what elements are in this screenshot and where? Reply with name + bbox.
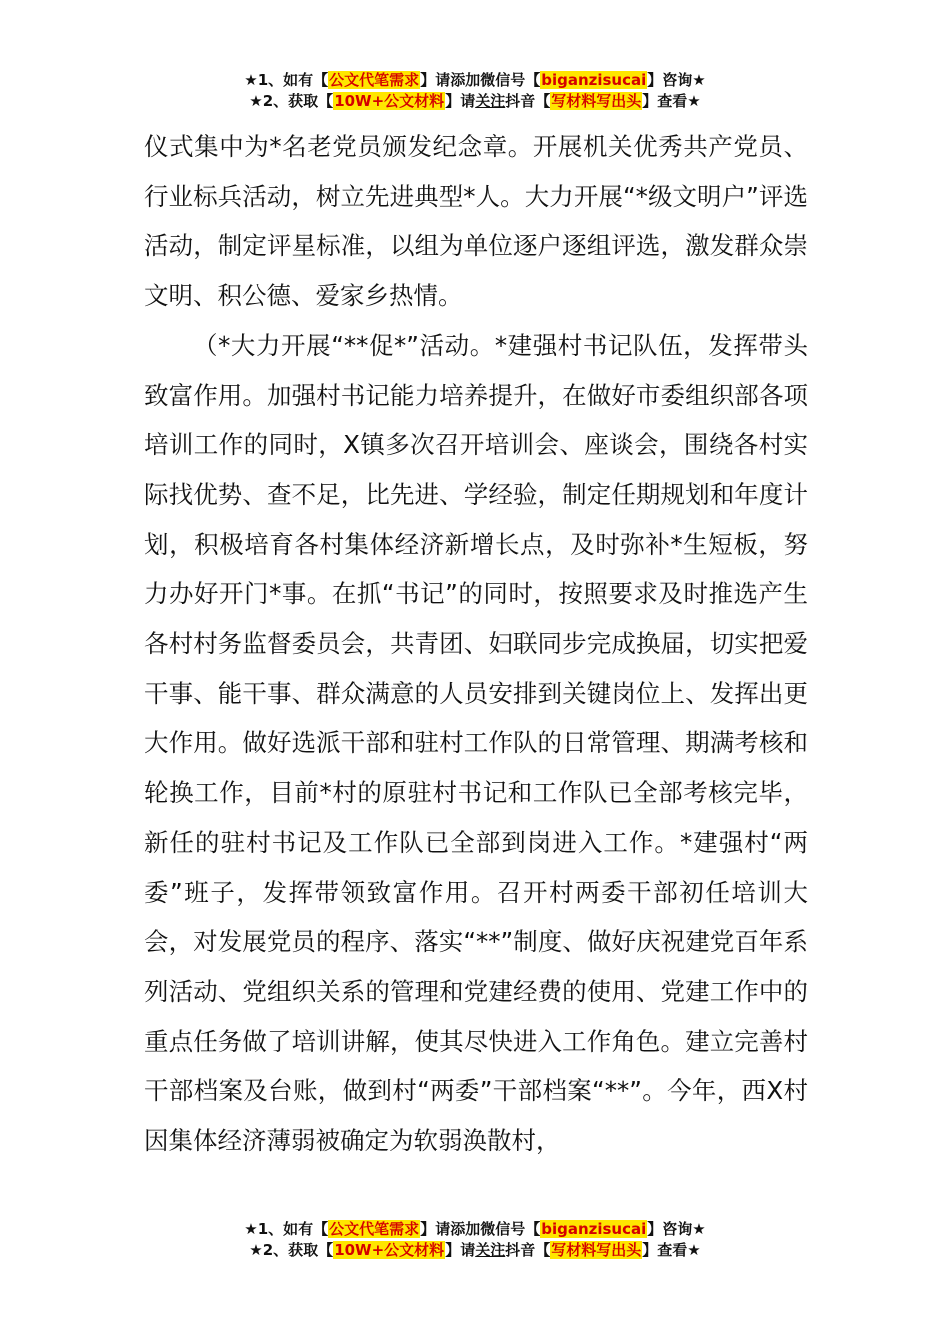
- promo-text: 】咨询★: [647, 71, 706, 89]
- promo-line-1: [0, 1219, 950, 1240]
- promo-banner-bottom: [0, 1219, 950, 1261]
- wechat-id-highlight: biganzisucai: [541, 71, 647, 89]
- paragraph-1: 仪式集中为*名老党员颁发纪念章。开展机关优秀共产党员、行业标兵活动，树立先进典型*人。大力开展“*级文明户”评选活动，制定评星标准，以组为单位逐户逐组评选，激发群众崇文明、积公德、爱家乡热情。: [144, 132, 808, 311]
- douyin-account-highlight: 写材料写出头: [551, 92, 642, 110]
- promo-text: 抖音【: [505, 92, 551, 110]
- promo-text: ★2、获取【: [249, 1241, 334, 1259]
- promo-text: ★2、获取【: [249, 92, 334, 110]
- promo-text: 】咨询★: [647, 1220, 706, 1238]
- promo-text: 】请添加微信号【: [420, 71, 541, 89]
- wechat-id-highlight: biganzisucai: [541, 1220, 647, 1238]
- promo-highlight: 10W+公文材料: [334, 1241, 445, 1259]
- promo-highlight: 公文代笔需求: [329, 71, 420, 89]
- promo-text: 】请: [445, 92, 476, 110]
- promo-banner-top: [0, 70, 950, 112]
- promo-text: 】查看★: [642, 1241, 701, 1259]
- douyin-account-highlight: 写材料写出头: [551, 1241, 642, 1259]
- document-body: [144, 122, 808, 1166]
- promo-text: 】请: [445, 1241, 476, 1259]
- promo-line-2: [0, 91, 950, 112]
- promo-underlined-text: 关注: [475, 92, 506, 110]
- promo-text: 抖音【: [505, 1241, 551, 1259]
- promo-text: ★1、如有【: [244, 1220, 329, 1238]
- promo-line-1: [0, 70, 950, 91]
- promo-underlined-text: 关注: [475, 1241, 506, 1259]
- promo-text: 】请添加微信号【: [420, 1220, 541, 1238]
- paragraph-2: （*大力开展“**促*”活动。*建强村书记队伍，发挥带头致富作用。加强村书记能力培养提升，在做好市委组织部各项培训工作的同时，X镇多次召开培训会、座谈会，围绕各村实际找优势、查不足，比先进、学经验，制定任期规划和年度计划，积极培育各村集体经济新增长点，及时弥补*生短板，努力办好开门*事。在抓“书记”的同时，按照要求及时推选产生各村村务监督委员会，共青团、妇联同步完成换届，切实把爱干事、能干事、群众满意的人员安排到关键岗位上、发挥出更大作用。做好选派干部和驻村工作队的日常管理、期满考核和轮换工作，目前*村的原驻村书记和工作队已全部考核完毕，新任的驻村书记及工作队已全部到岗进入工作。*建强村“两委”班子，发挥带领致富作用。召开村两委干部初任培训大会，对发展党员的程序、落实“**”制度、做好庆祝建党百年系列活动、党组织关系的管理和党建经费的使用、党建工作中的重点任务做了培训讲解，使其尽快进入工作角色。建立完善村干部档案及台账，做到村“两委”干部档案“**”。今年，西X村因集体经济薄弱被确定为软弱涣散村，: [144, 330, 808, 1156]
- promo-line-2: [0, 1240, 950, 1261]
- promo-text: ★1、如有【: [244, 71, 329, 89]
- promo-text: 】查看★: [642, 92, 701, 110]
- promo-highlight: 公文代笔需求: [329, 1220, 420, 1238]
- promo-highlight: 10W+公文材料: [334, 92, 445, 110]
